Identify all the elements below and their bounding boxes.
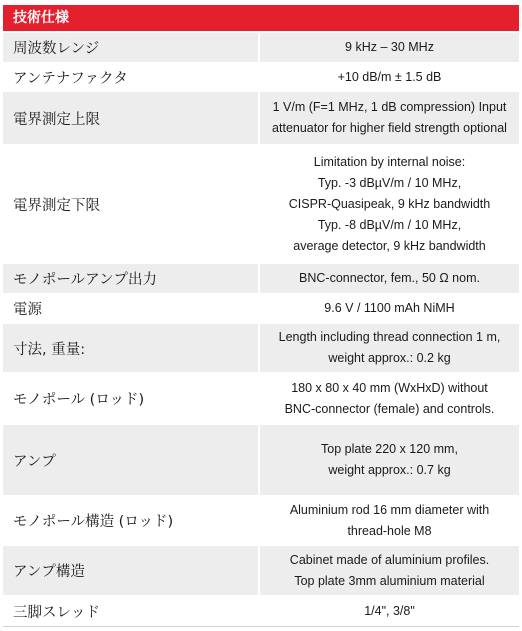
spec-value-line: Length including thread connection 1 m, <box>278 330 501 344</box>
spec-value-line: 180 x 80 x 40 mm (WxHxD) without <box>291 380 488 395</box>
spec-row <box>3 495 519 544</box>
spec-label: 三脚スレッド <box>13 605 100 621</box>
spec-row <box>3 62 519 90</box>
spec-value-line: Typ. -3 dBµV/m / 10 MHz, <box>317 175 462 190</box>
spec-label: アンテナファクタ <box>13 70 128 87</box>
spec-value <box>260 546 519 595</box>
spec-value-line: Top plate 3mm aluminium material <box>294 573 485 588</box>
spec-value-line: 1 V/m (F=1 MHz, 1 dB compression) Input <box>272 100 507 114</box>
spec-value-line: CISPR-Quasipeak, 9 kHz bandwidth <box>288 196 491 211</box>
spec-value-line: 9 kHz – 30 MHz <box>345 40 434 54</box>
spec-value-line: average detector, 9 kHz bandwidth <box>293 238 486 253</box>
spec-value <box>260 497 519 544</box>
spec-value-line: Aluminium rod 16 mm diameter with <box>289 502 490 517</box>
spec-label: 寸法, 重量: <box>3 324 258 372</box>
spec-row <box>3 144 519 262</box>
spec-table <box>3 5 519 627</box>
spec-label: アンプ構造 <box>3 546 258 595</box>
spec-value-line: BNC-connector, fem., 50 Ω nom. <box>299 271 480 285</box>
spec-row <box>3 90 519 144</box>
spec-row <box>3 372 519 423</box>
spec-row <box>3 293 519 322</box>
spec-row <box>3 544 519 595</box>
spec-value-line: Top plate 220 x 120 mm, <box>321 442 458 456</box>
spec-value <box>260 324 519 372</box>
spec-value <box>260 33 519 62</box>
spec-label: 電界測定上限 <box>3 92 258 144</box>
spec-rows <box>3 31 519 626</box>
spec-label: 電界測定下限 <box>13 197 100 214</box>
spec-value <box>260 92 519 144</box>
spec-value-line: weight approx.: 0.7 kg <box>328 463 451 477</box>
table-bottom-rule <box>3 626 519 627</box>
spec-value <box>260 425 519 495</box>
spec-value <box>260 597 519 626</box>
spec-label: モノポールアンプ出力 <box>3 264 258 293</box>
spec-label: モノポール構造 (ロッド) <box>13 514 174 530</box>
spec-label: 周波数レンジ <box>3 33 258 62</box>
spec-value <box>260 264 519 293</box>
spec-value-line: 1/4", 3/8" <box>364 604 415 618</box>
spec-value <box>260 146 519 262</box>
spec-row <box>3 423 519 495</box>
spec-label: モノポール (ロッド) <box>13 392 145 408</box>
spec-row <box>3 595 519 626</box>
spec-value-line: Cabinet made of aluminium profiles. <box>289 552 490 567</box>
spec-value-line: thread-hole M8 <box>347 523 432 538</box>
spec-row <box>3 322 519 372</box>
spec-value-line: 9.6 V / 1100 mAh NiMH <box>324 301 455 315</box>
spec-value-line: attenuator for higher field strength optional <box>272 121 507 135</box>
spec-value-line: Limitation by internal noise: <box>313 154 466 169</box>
spec-row <box>3 262 519 293</box>
spec-value-line: Typ. -8 dBµV/m / 10 MHz, <box>317 217 462 232</box>
spec-label: アンプ <box>3 425 258 495</box>
spec-value-line: BNC-connector (female) and controls. <box>284 401 495 416</box>
spec-value-line: weight approx.: 0.2 kg <box>328 351 451 365</box>
spec-value <box>260 374 519 423</box>
spec-label: 電源 <box>13 302 42 318</box>
spec-value-line: +10 dB/m ± 1.5 dB <box>337 69 442 84</box>
spec-value <box>260 64 519 90</box>
spec-row <box>3 31 519 62</box>
table-header: 技術仕様 <box>3 5 519 31</box>
spec-value <box>260 295 519 322</box>
